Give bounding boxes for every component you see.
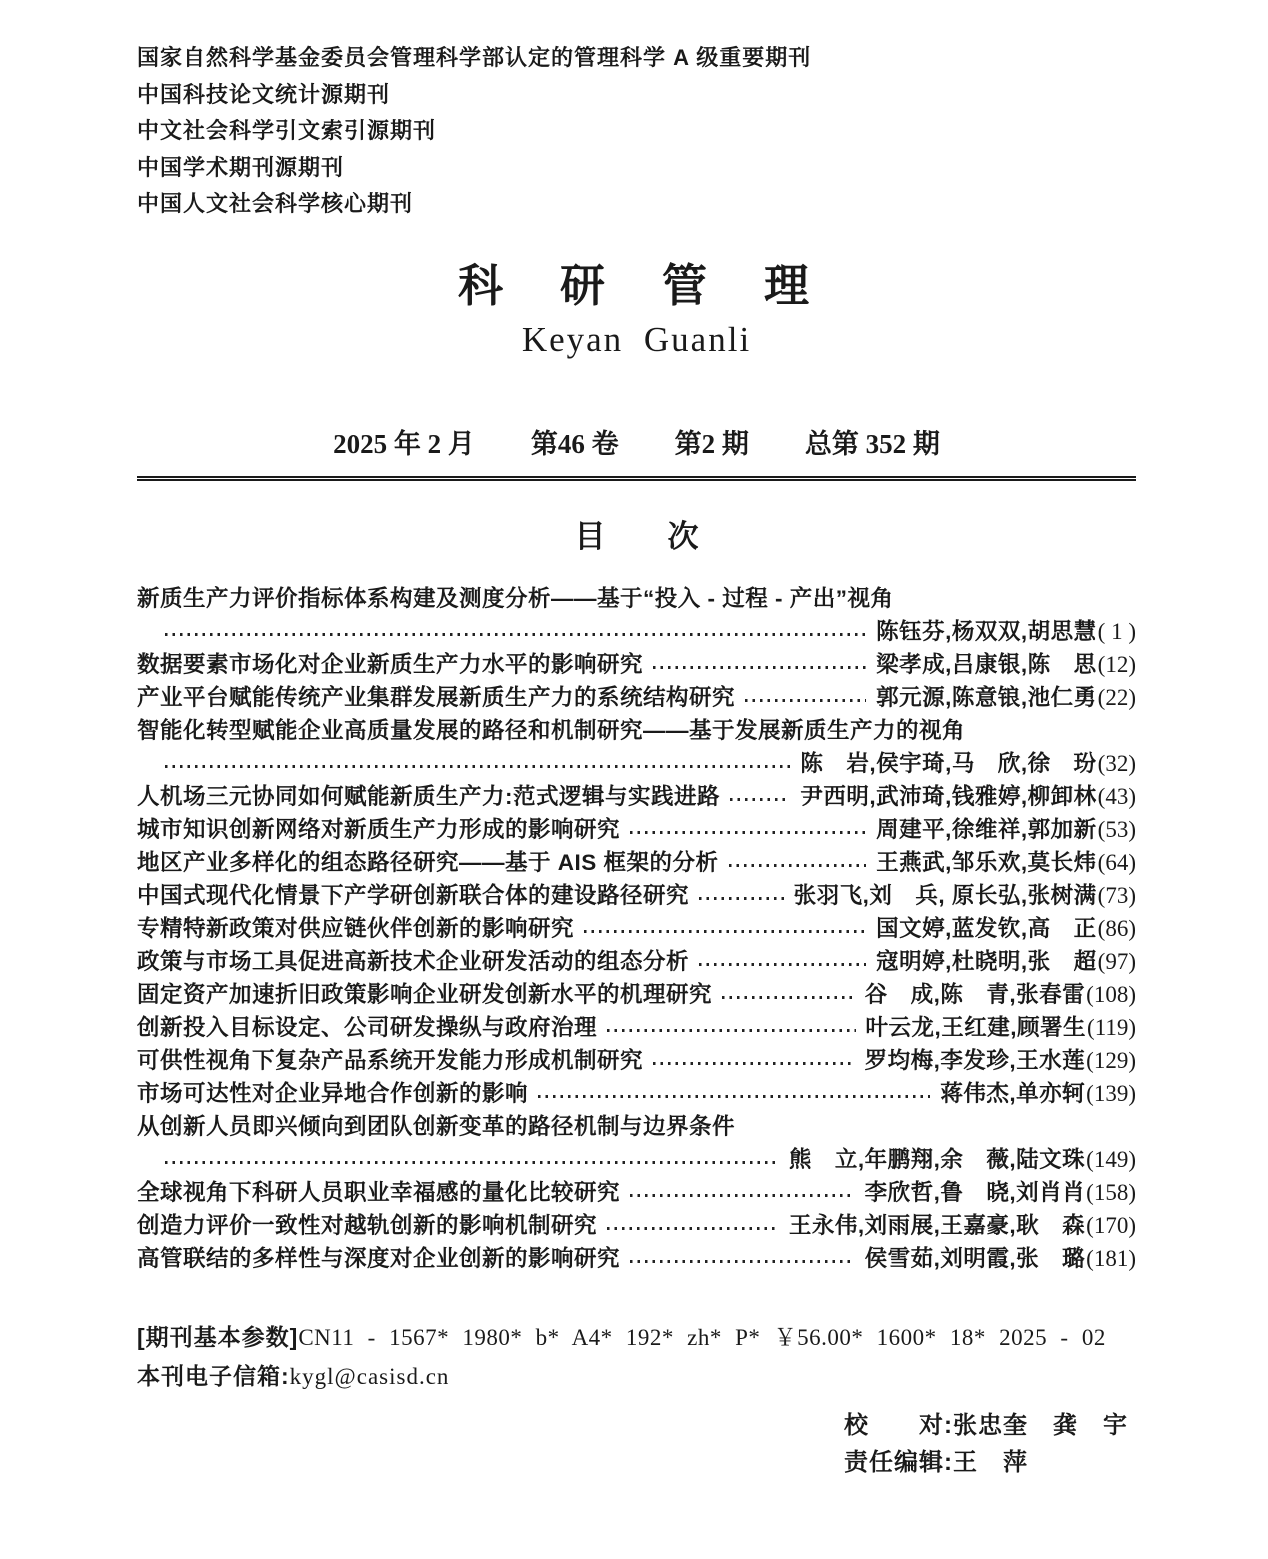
article-page-number: (108)	[1086, 981, 1136, 1007]
article-authors: 蒋伟杰,单亦轲	[940, 1080, 1086, 1106]
accreditation-line: 中国人文社会科学核心期刊	[137, 191, 414, 216]
article-title: 可供性视角下复杂产品系统开发能力形成机制研究	[137, 1047, 644, 1073]
article-title: 市场可达性对企业异地合作创新的影响	[137, 1080, 529, 1106]
article-title: 人机场三元协同如何赋能新质生产力:范式逻辑与实践进路	[137, 783, 720, 809]
issue-info-part: 2025 年 2 月	[333, 428, 475, 459]
proofreader-names: 张忠奎 龚 宇	[953, 1411, 1128, 1439]
article-page-number: (139)	[1086, 1080, 1136, 1106]
article-title: 专精特新政策对供应链伙伴创新的影响研究	[137, 915, 575, 941]
toc-heading: 目 次	[574, 518, 699, 554]
accreditation-line: 中国科技论文统计源期刊	[137, 81, 391, 107]
page-content	[137, 40, 1136, 1481]
proofreader-line	[844, 1407, 1128, 1444]
article-page-number: (129)	[1086, 1047, 1136, 1073]
journal-title-chinese: 科 研 管 理	[457, 259, 815, 311]
toc-entry-row	[137, 879, 1136, 912]
issue-info-part: 第46 卷	[530, 428, 619, 459]
article-title: 中国式现代化情景下产学研创新联合体的建设路径研究	[137, 882, 690, 908]
article-page-number: ( 1 )	[1097, 618, 1136, 644]
journal-title-pinyin: Keyan Guanli	[521, 319, 752, 359]
article-authors: 叶云龙,王红建,顾署生	[865, 1014, 1087, 1040]
article-authors: 罗均梅,李发珍,王水莲	[864, 1047, 1086, 1073]
toc-entry-title-row	[137, 1110, 1136, 1143]
article-authors: 张羽飞,刘 兵, 原长弘,张树满	[793, 882, 1097, 908]
journal-parameters-label: [期刊基本参数]	[137, 1323, 299, 1350]
journal-parameters-value: CN11 - 1567* 1980* b* A4* 192* zh* P* ￥56.00* 1600* 18* 2025 - 02	[298, 1324, 1106, 1350]
article-title: 城市知识创新网络对新质生产力形成的影响研究	[137, 816, 621, 842]
article-page-number: (181)	[1086, 1245, 1136, 1271]
toc-entry-continuation-row	[137, 615, 1136, 648]
article-title: 全球视角下科研人员职业幸福感的量化比较研究	[137, 1179, 621, 1205]
article-title: 数据要素市场化对企业新质生产力水平的影响研究	[137, 651, 644, 677]
journal-email-label: 本刊电子信箱:	[137, 1362, 290, 1389]
header-divider-rule	[137, 476, 1136, 481]
article-page-number: (86)	[1097, 915, 1136, 941]
dot-leader	[165, 633, 866, 636]
toc-entry-row	[137, 1242, 1136, 1275]
article-authors: 李欣哲,鲁 晓,刘肖肖	[864, 1179, 1086, 1205]
dot-leader	[607, 1227, 779, 1230]
proofreader-label: 校 对:	[844, 1411, 953, 1439]
article-page-number: (64)	[1097, 849, 1136, 875]
article-authors: 寇明婷,杜晓明,张 超	[876, 948, 1097, 974]
toc-entry-row	[137, 1044, 1136, 1077]
dot-leader	[584, 930, 866, 933]
toc-entry-title-row	[137, 714, 1136, 747]
dot-leader	[630, 831, 866, 834]
toc-entry-row	[137, 681, 1136, 714]
toc-entries	[137, 582, 1136, 1275]
article-page-number: (149)	[1086, 1146, 1136, 1172]
article-page-number: (119)	[1087, 1014, 1136, 1040]
issue-info-line	[137, 422, 1136, 461]
toc-entry-row	[137, 648, 1136, 681]
dot-leader	[630, 1194, 855, 1197]
toc-entry-row	[137, 1011, 1136, 1044]
dot-leader	[653, 666, 866, 669]
managing-editor-label: 责任编辑:	[844, 1448, 953, 1476]
article-title: 政策与市场工具促进高新技术企业研发活动的组态分析	[137, 948, 690, 974]
article-title: 固定资产加速折旧政策影响企业研发创新水平的机理研究	[137, 981, 713, 1007]
article-title: 智能化转型赋能企业高质量发展的路径和机制研究——基于发展新质生产力的视角	[137, 717, 966, 743]
article-page-number: (158)	[1086, 1179, 1136, 1205]
dot-leader	[729, 864, 867, 867]
dot-leader	[699, 897, 784, 900]
article-page-number: (12)	[1097, 651, 1136, 677]
article-title: 产业平台赋能传统产业集群发展新质生产力的系统结构研究	[137, 684, 736, 710]
article-authors: 尹西明,武沛琦,钱雅婷,柳卸林	[800, 783, 1097, 809]
toc-entry-title-row	[137, 582, 1136, 615]
toc-entry-row	[137, 1209, 1136, 1242]
article-title: 地区产业多样化的组态路径研究——基于 AIS 框架的分析	[137, 849, 719, 875]
managing-editor-name: 王 萍	[953, 1448, 1028, 1476]
toc-entry-row	[137, 846, 1136, 879]
accreditation-line: 国家自然科学基金委员会管理科学部认定的管理科学 A 级重要期刊	[137, 45, 812, 70]
staff-credits-block	[844, 1407, 1128, 1481]
article-authors: 王永伟,刘雨展,王嘉豪,耿 森	[788, 1212, 1086, 1238]
accreditation-line: 中国学术期刊源期刊	[137, 154, 345, 180]
accreditation-line: 中文社会科学引文索引源期刊	[137, 118, 437, 143]
toc-entry-row	[137, 813, 1136, 846]
dot-leader	[653, 1062, 855, 1065]
dot-leader	[538, 1095, 930, 1098]
article-page-number: (73)	[1097, 882, 1136, 908]
dot-leader	[607, 1029, 856, 1032]
article-authors: 陈 岩,侯宇琦,马 欣,徐 玢	[800, 750, 1097, 776]
toc-entry-continuation-row	[137, 747, 1136, 780]
toc-entry-row	[137, 1077, 1136, 1110]
article-authors: 周建平,徐维祥,郭加新	[876, 816, 1097, 842]
dot-leader	[630, 1260, 855, 1263]
article-authors: 谷 成,陈 青,张春雷	[864, 981, 1086, 1007]
article-title: 创新投入目标设定、公司研发操纵与政府治理	[137, 1014, 598, 1040]
article-page-number: (32)	[1097, 750, 1136, 776]
article-authors: 王燕武,邹乐欢,莫长炜	[876, 849, 1097, 875]
toc-entry-row	[137, 945, 1136, 978]
journal-parameters-line	[137, 1319, 1136, 1356]
article-title: 高管联结的多样性与深度对企业创新的影响研究	[137, 1245, 621, 1271]
issue-info-part: 总第 352 期	[804, 428, 940, 459]
toc-entry-row	[137, 1176, 1136, 1209]
article-page-number: (170)	[1086, 1212, 1136, 1238]
article-title: 创造力评价一致性对越轨创新的影响机制研究	[137, 1212, 598, 1238]
article-authors: 陈钰芬,杨双双,胡思慧	[876, 618, 1097, 644]
toc-entry-row	[137, 978, 1136, 1011]
article-authors: 梁孝成,吕康银,陈 思	[876, 651, 1097, 677]
article-page-number: (97)	[1097, 948, 1136, 974]
article-title: 从创新人员即兴倾向到团队创新变革的路径机制与边界条件	[137, 1113, 736, 1139]
toc-entry-row	[137, 912, 1136, 945]
dot-leader	[730, 798, 790, 801]
journal-email-line	[137, 1356, 1136, 1397]
dot-leader	[745, 699, 866, 702]
accreditation-list	[137, 40, 1136, 223]
article-page-number: (22)	[1097, 684, 1136, 710]
journal-email-value: kygl@casisd.cn	[289, 1363, 450, 1389]
article-page-number: (43)	[1097, 783, 1136, 809]
managing-editor-line	[844, 1444, 1028, 1481]
article-authors: 郭元源,陈意锒,池仁勇	[876, 684, 1097, 710]
article-authors: 侯雪茹,刘明霞,张 璐	[864, 1245, 1086, 1271]
dot-leader	[722, 996, 855, 999]
dot-leader	[165, 1161, 779, 1164]
issue-info-part: 第2 期	[674, 428, 749, 459]
article-page-number: (53)	[1097, 816, 1136, 842]
dot-leader	[165, 765, 790, 768]
article-title: 新质生产力评价指标体系构建及测度分析——基于“投入 - 过程 - 产出”视角	[137, 585, 894, 611]
toc-entry-continuation-row	[137, 1143, 1136, 1176]
article-authors: 国文婷,蓝发钦,高 正	[876, 915, 1097, 941]
dot-leader	[699, 963, 866, 966]
article-authors: 熊 立,年鹏翔,余 薇,陆文珠	[788, 1146, 1086, 1172]
toc-entry-row	[137, 780, 1136, 813]
